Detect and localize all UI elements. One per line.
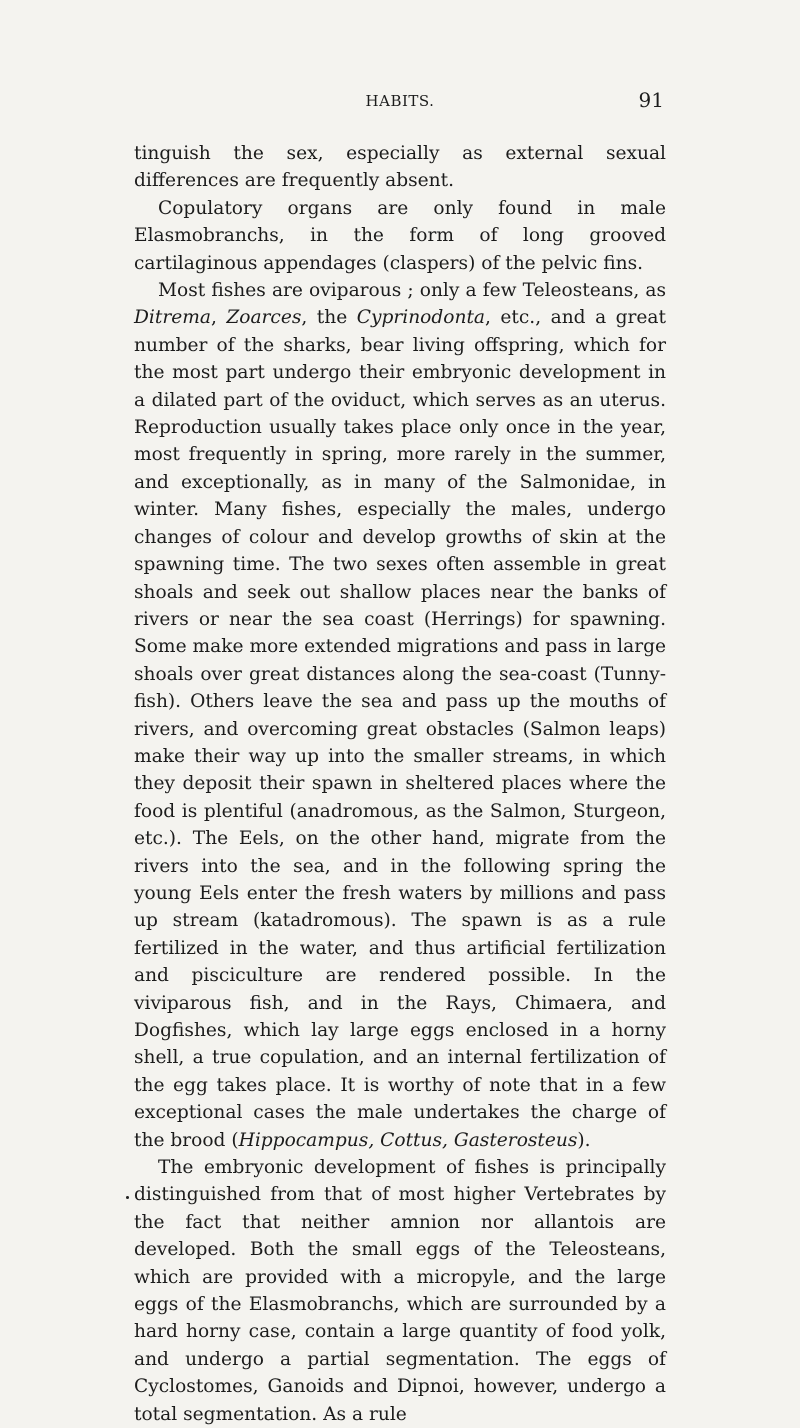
- body-text: [134, 140, 666, 1428]
- text-run: tinguish the sex, especially as external sexual differences are frequently absent.: [134, 143, 666, 192]
- paragraph: [134, 1154, 666, 1428]
- text-run: ).: [577, 1129, 591, 1151]
- text-run: ,: [210, 307, 227, 329]
- text-run: The embryonic development of fishes is principally distinguished from that of most higher Vertebrates by the fact that neither amnion nor allantois are developed. Both the small eggs of the Teleosteans, which are provided with a micropyle, and the large eggs of the Elasmobranchs, which are surrounded by a hard horny case, contain a large quantity of food yolk, and undergo a partial segmentation. The eggs of Cyclostomes, Ganoids and Dipnoi, however, undergo a total segmentation. As a rule: [134, 1157, 666, 1425]
- page-header: [0, 90, 800, 114]
- paragraph: [134, 195, 666, 277]
- print-speck: [126, 1196, 129, 1199]
- text-run: Most fishes are oviparous ; only a few Teleosteans, as: [158, 280, 666, 302]
- italic-term: Hippocampus, Cottus, Gasterosteus: [238, 1129, 578, 1151]
- running-head: HABITS.: [365, 92, 435, 110]
- paragraph: [134, 277, 666, 1154]
- text-run: , etc., and a great number of the sharks, bear living offspring, which for the most part undergo their embryonic development in a dilated part of the oviduct, which serves as an uterus. Reproduction usually takes place only once in the year, most frequently in spring, more rarely in the summer, and exceptionally, as in many of the Salmonidae, in winter. Many fishes, especially the males, undergo changes of colour and develop growths of skin at the spawning time. The two sexes often assemble in great shoals and seek out shallow places near the banks of rivers or near the sea coast (Herrings) for spawning. Some make more extended migrations and pass in large shoals over great distances along the sea-coast (Tunny-fish). Others leave the sea and pass up the mouths of rivers, and overcoming great obstacles (Salmon leaps) make their way up into the smaller streams, in which they deposit their spawn in sheltered places where the food is plentiful (anadromous, as the Salmon, Sturgeon, etc.). The Eels, on the other hand, migrate from the rivers into the sea, and in the following spring the young Eels enter the fresh waters by millions and pass up stream (katadromous). The spawn is as a rule fertilized in the water, and thus artificial fertilization and pisciculture are rendered possible. In the viviparous fish, and in the Rays, Chimaera, and Dogfishes, which lay large eggs enclosed in a horny shell, a true copulation, and an internal fertilization of the egg takes place. It is worthy of note that in a few exceptional cases the male undertakes the charge of the brood (: [134, 307, 666, 1151]
- page-number: 91: [638, 88, 664, 112]
- text-run: , the: [301, 307, 357, 329]
- text-run: Copulatory organs are only found in male Elasmobranchs, in the form of long grooved cartilaginous appendages (claspers) of the pelvic fins.: [134, 197, 666, 274]
- italic-term: Zoarces: [226, 307, 302, 329]
- italic-term: Cyprinodonta: [356, 307, 486, 329]
- paragraph: [134, 140, 666, 195]
- italic-term: Ditrema: [134, 307, 211, 329]
